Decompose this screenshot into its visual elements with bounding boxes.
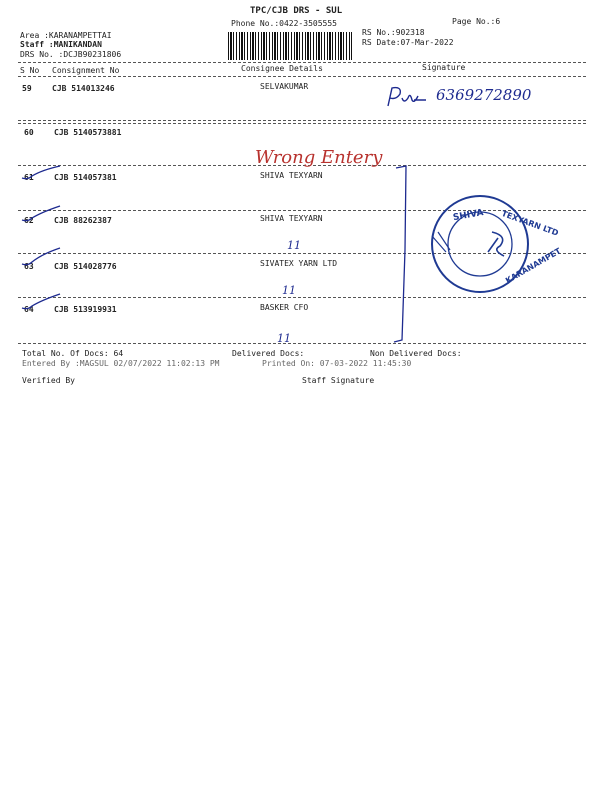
header-rule-top bbox=[18, 62, 586, 63]
row-consignment: CJB 88262387 bbox=[54, 216, 112, 225]
staff-signature: Staff Signature bbox=[302, 376, 375, 385]
total-docs: Total No. Of Docs: 64 bbox=[22, 349, 124, 358]
wrong-entry-note: Wrong Entery bbox=[255, 147, 383, 168]
row-sno: 61 bbox=[24, 173, 34, 182]
row-sno: 59 bbox=[22, 84, 32, 93]
staff-label: Staff :MANIKANDAN bbox=[20, 40, 102, 49]
row-consignee: SELVAKUMAR bbox=[260, 82, 309, 91]
row-consignee: BASKER CFO bbox=[260, 303, 309, 312]
row-consignment: CJB 514057381 bbox=[54, 173, 117, 182]
row-divider bbox=[18, 343, 586, 344]
phone-number: Phone No.:0422-3505555 bbox=[231, 19, 337, 28]
row-consignee: SIVATEX YARN LTD bbox=[260, 259, 338, 268]
row-consignee: SHIVA TEXYARN bbox=[260, 171, 323, 180]
area-label: Area :KARANAMPETTAI bbox=[20, 31, 112, 40]
svg-text:KARANAMPET: KARANAMPET bbox=[503, 246, 563, 286]
row-sno: 64 bbox=[24, 305, 34, 314]
row-sno: 63 bbox=[24, 262, 34, 271]
row-consignee: SHIVA TEXYARN bbox=[260, 214, 323, 223]
header-rule-bottom bbox=[18, 76, 586, 77]
column-header-consignment: Consignment No bbox=[52, 66, 120, 75]
row-consignment: CJB 5140573881 bbox=[54, 128, 122, 137]
row-consignment: CJB 513919931 bbox=[54, 305, 117, 314]
ditto-mark: 11 bbox=[282, 284, 296, 297]
row-consignment: CJB 514013246 bbox=[52, 84, 115, 93]
row-divider bbox=[18, 120, 586, 121]
check-mark bbox=[22, 294, 60, 309]
check-mark bbox=[22, 166, 60, 179]
non-delivered-docs: Non Delivered Docs: bbox=[370, 349, 462, 358]
row-sno: 62 bbox=[24, 216, 34, 225]
check-mark bbox=[22, 206, 60, 221]
svg-text:SHIVA: SHIVA bbox=[452, 208, 485, 224]
row-consignment: CJB 514028776 bbox=[54, 262, 117, 271]
row-divider bbox=[18, 123, 586, 124]
ditto-mark: 11 bbox=[287, 239, 301, 252]
handwritten-signature bbox=[384, 84, 432, 110]
rs-number: RS No.:902318 bbox=[362, 28, 425, 37]
company-stamp bbox=[418, 192, 563, 302]
check-mark bbox=[22, 248, 60, 265]
handwritten-phone: 6369272890 bbox=[436, 86, 532, 104]
barcode bbox=[228, 32, 352, 60]
row-sno: 60 bbox=[24, 128, 34, 137]
verified-by: Verified By bbox=[22, 376, 75, 385]
drs-number: DRS No. :DCJB90231806 bbox=[20, 50, 122, 59]
bracket-line bbox=[392, 160, 416, 344]
svg-text:TEXYARN LTD: TEXYARN LTD bbox=[500, 208, 560, 238]
printed-on: Printed On: 07-03-2022 11:45:30 bbox=[262, 359, 412, 368]
column-header-sno: S No bbox=[20, 66, 40, 75]
document-title: TPC/CJB DRS - SUL bbox=[250, 6, 343, 16]
check-marks bbox=[20, 168, 66, 328]
entered-by: Entered By :MAGSUL 02/07/2022 11:02:13 PM bbox=[22, 359, 220, 368]
rs-date: RS Date:07-Mar-2022 bbox=[362, 38, 454, 47]
ditto-mark: 11 bbox=[277, 332, 291, 345]
column-header-consignee: Consignee Details bbox=[241, 64, 323, 73]
column-header-signature: Signature bbox=[422, 63, 466, 72]
page-number: Page No.:6 bbox=[452, 17, 501, 26]
delivered-docs: Delivered Docs: bbox=[232, 349, 305, 358]
